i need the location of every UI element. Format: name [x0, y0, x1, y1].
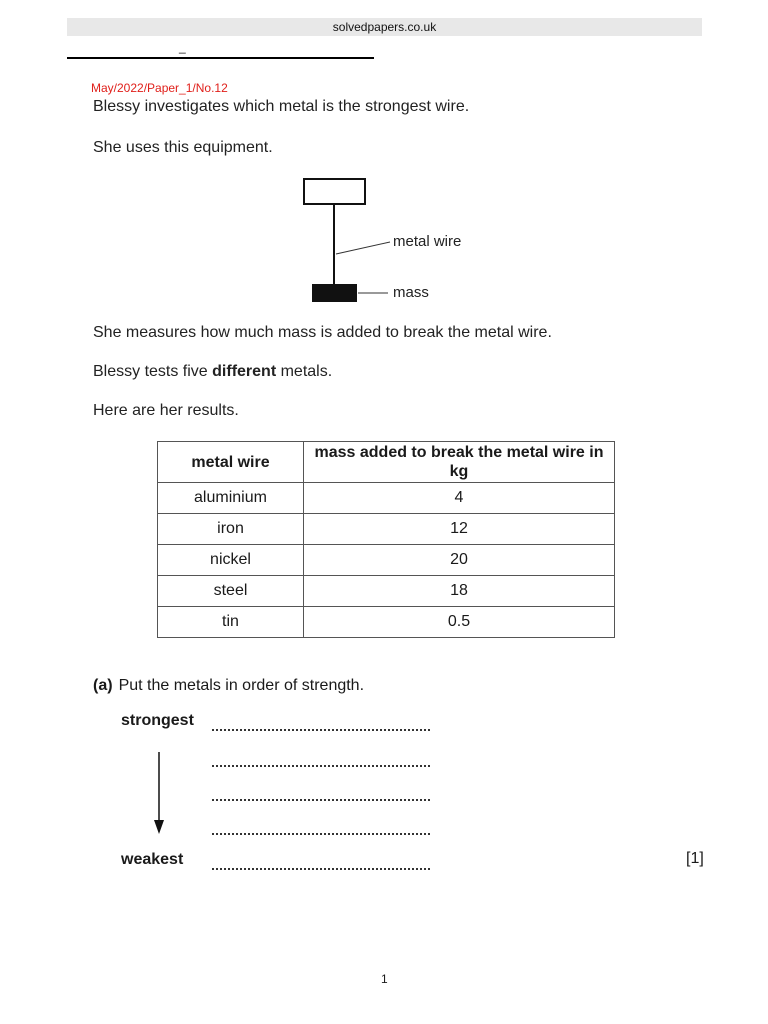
table-row — [158, 607, 615, 638]
header-rule — [67, 57, 374, 59]
intro-paragraph: Blessy investigates which metal is the strongest wire. — [93, 98, 470, 115]
mass-cell: 18 — [304, 576, 615, 607]
metal-cell: nickel — [158, 545, 304, 576]
question-a — [93, 677, 364, 695]
clamp-support — [304, 179, 365, 204]
mass-cell: 20 — [304, 545, 615, 576]
table-row — [158, 545, 615, 576]
mass-label: mass — [393, 284, 429, 301]
mass-block — [312, 284, 357, 302]
answer-line-4[interactable] — [212, 833, 430, 835]
answer-line-5[interactable] — [212, 868, 430, 870]
method-paragraph: She measures how much mass is added to break the metal wire. — [93, 324, 552, 341]
down-arrow-icon — [150, 752, 170, 836]
results-table — [157, 441, 615, 638]
metal-cell: aluminium — [158, 483, 304, 514]
answer-line-3[interactable] — [212, 799, 430, 801]
question-reference: May/2022/Paper_1/No.12 — [91, 81, 228, 95]
mass-cell: 0.5 — [304, 607, 615, 638]
page-number: 1 — [381, 972, 388, 986]
mass-cell: 12 — [304, 514, 615, 545]
site-name: solvedpapers.co.uk — [332, 20, 437, 34]
table-row — [158, 514, 615, 545]
header-mark: _ — [179, 40, 186, 54]
answer-line-1[interactable] — [212, 729, 430, 731]
question-a-label: (a) — [93, 677, 113, 694]
question-a-text: Put the metals in order of strength. — [118, 677, 365, 694]
column-header-mass: mass added to break the metal wire in kg — [304, 442, 615, 483]
site-header — [67, 18, 702, 36]
wire-label-leader — [336, 242, 390, 254]
mass-cell: 4 — [304, 483, 615, 514]
table-header-row — [158, 442, 615, 483]
results-paragraph: Here are her results. — [93, 402, 239, 419]
marks-label: [1] — [686, 850, 704, 867]
wire-label: metal wire — [393, 233, 462, 250]
column-header-metal: metal wire — [158, 442, 304, 483]
emphasis-different: different — [212, 363, 277, 380]
weakest-label: weakest — [121, 851, 184, 868]
table-row — [158, 483, 615, 514]
equipment-paragraph: She uses this equipment. — [93, 139, 273, 156]
strongest-label: strongest — [121, 712, 194, 729]
metal-cell: steel — [158, 576, 304, 607]
metal-cell: iron — [158, 514, 304, 545]
equipment-diagram — [290, 170, 490, 310]
metal-cell: tin — [158, 607, 304, 638]
metals-paragraph: Blessy tests five different metals. — [93, 363, 333, 380]
answer-line-2[interactable] — [212, 765, 430, 767]
table-row — [158, 576, 615, 607]
